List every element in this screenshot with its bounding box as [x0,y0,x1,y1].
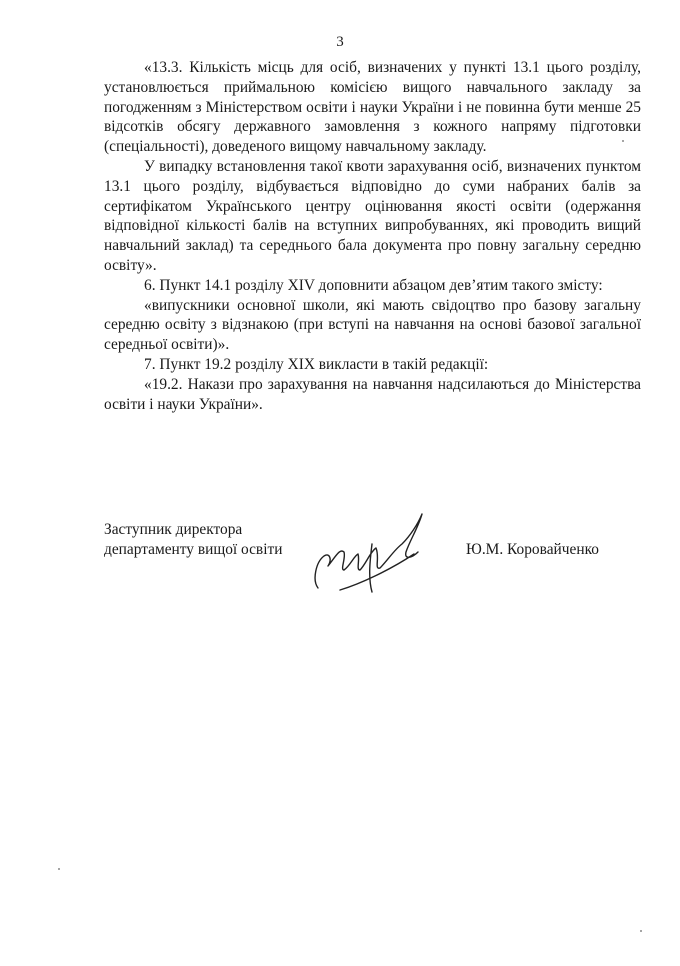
paragraph-item-6-text: «випускники основної школи, які мають свідоцтво про базову загальну середню освіту з відзнакою (при вступі на навчання на основі базової загальної середньої освіти)». [104,296,641,354]
paragraph-item-7: 7. Пункт 19.2 розділу XIX викласти в такій редакції: [144,355,489,373]
position-line-2: департаменту вищої освіти [104,541,283,558]
handwritten-signature [310,500,440,600]
position-line-1: Заступник директора [104,521,243,538]
paragraph-item-7-text: «19.2. Накази про зарахування на навчання надсилаються до Міністерства освіти і науки України». [104,375,641,413]
scan-speck [58,868,60,870]
signatory-name: Ю.М. Коровайченко [466,541,599,558]
paragraph-13-3: «13.3. Кількість місць для осіб, визначених у пункті 13.1 цього розділу, установлюється приймальною комісією вищого навчального закладу за погодженням з Міністерством освіти і науки України і не повинна бути менше 25 відсотків обсягу державного замовлення з кожного напряму підготовки (спеціальності), доведеного вищому навчальному закладу. [104,59,641,156]
paragraph-item-6: 6. Пункт 14.1 розділу XIV доповнити абзацом дев’ятим такого змісту: [144,276,603,294]
scan-speck [622,140,624,142]
document-body [104,58,641,414]
scan-speck [640,930,642,932]
page-number: 3 [336,34,344,50]
paragraph-quota: У випадку встановлення такої квоти зарахування осіб, визначених пунктом 13.1 цього розділу, відбувається відповідно до суми набраних балів за сертифікатом Українського центру оцінювання якості освіти (одержання відповідної кількості балів на вступних випробуваннях, які проводить вищий навчальний заклад) та середнього бала документа про повну загальну середню освіту». [104,157,641,274]
signatory-position [104,520,282,560]
